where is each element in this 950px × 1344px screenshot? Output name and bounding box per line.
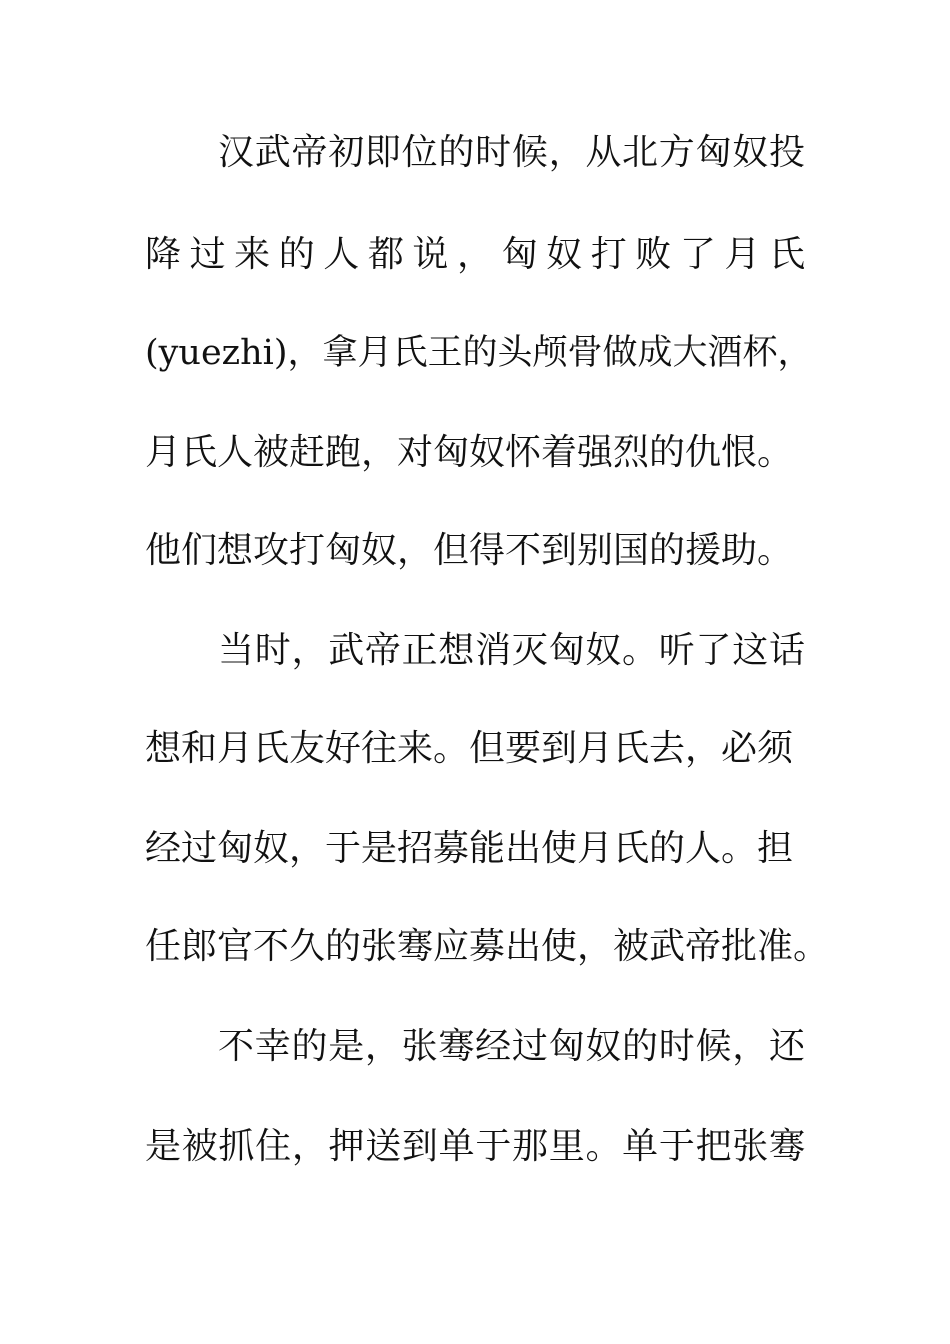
text-line-10: 不幸的是，张骞经过匈奴的时候，还 xyxy=(218,1026,805,1067)
text-line-1: 汉武帝初即位的时候，从北方匈奴投 xyxy=(218,132,805,173)
text-line-5: 他们想攻打匈奴，但得不到别国的援助。 xyxy=(145,530,794,571)
text-line-2: 降过来的人都说，匈奴打败了月氏 xyxy=(145,234,805,275)
text-line-6: 当时，武帝正想消灭匈奴。听了这话 xyxy=(218,630,805,671)
text-line-4: 月氏人被赶跑，对匈奴怀着强烈的仇恨。 xyxy=(145,432,794,473)
text-line-8: 经过匈奴，于是招募能出使月氏的人。担 xyxy=(145,828,794,869)
text-line-11: 是被抓住，押送到单于那里。单于把张骞 xyxy=(145,1126,805,1167)
text-line-9: 任郎官不久的张骞应募出使，被武帝批准。 xyxy=(145,926,830,967)
text-line-3: (yuezhi)，拿月氏王的头颅骨做成大酒杯， xyxy=(145,333,813,373)
text-line-7: 想和月氏友好往来。但要到月氏去，必须 xyxy=(145,728,794,769)
